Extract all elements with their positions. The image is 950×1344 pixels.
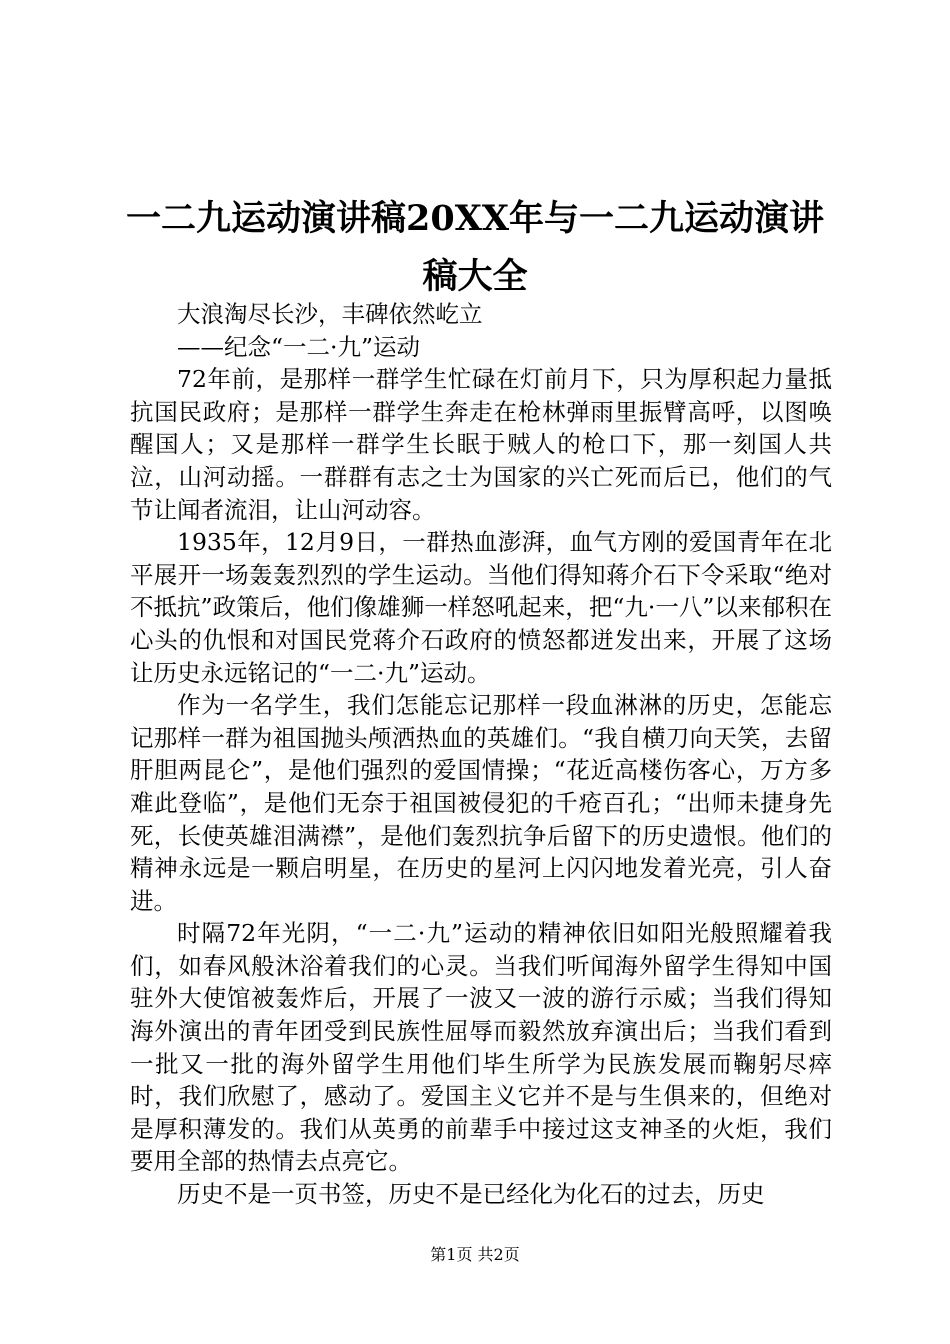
body-paragraph: 72年前，是那样一群学生忙碌在灯前月下，只为厚积起力量抵抗国民政府；是那样一群学生奔走在枪林弹雨里振臂高呼，以图唤醒国人；又是那样一群学生长眠于贼人的枪口下，那一刻国人共泣，山河动摇。一群群有志之士为国家的兴亡死而后已，他们的气节让闻者流泪，让山河动容。	[130, 365, 832, 524]
subtitle-line: 大浪淘尽长沙，丰碑依然屹立	[177, 300, 483, 328]
page-footer: 第1页 共2页	[430, 1245, 520, 1264]
body-paragraph: 1935年，12月9日，一群热血澎湃，血气方刚的爱国青年在北平展开一场轰轰烈烈的学生运动。当他们得知蒋介石下令采取“绝对不抵抗”政策后，他们像雄狮一样怒吼起来，把“九·一八”以来郁积在心头的仇恨和对国民党蒋介石政府的愤怒都迸发出来，开展了这场让历史永远铭记的“一二·九”运动。	[130, 528, 832, 687]
document-title: 一二九运动演讲稿20XX年与一二九运动演讲稿大全	[125, 198, 825, 297]
subtitle-line: ——纪念“一二·九”运动	[177, 332, 420, 361]
body-paragraph: 时隔72年光阴，“一二·九”运动的精神依旧如阳光般照耀着我们，如春风般沐浴着我们的心灵。当我们听闻海外留学生得知中国驻外大使馆被轰炸后，开展了一波又一波的游行示威；当我们得知海外演出的青年团受到民族性屈辱而毅然放弃演出后；当我们看到一批又一批的海外留学生用他们毕生所学为民族发展而鞠躬尽瘁时，我们欣慰了，感动了。爱国主义它并不是与生俱来的，但绝对是厚积薄发的。我们从英勇的前辈手中接过这支神圣的火炬，我们要用全部的热情去点亮它。	[130, 919, 832, 1176]
body-paragraph: 历史不是一页书签，历史不是已经化为化石的过去，历史	[177, 1180, 765, 1209]
document-body	[130, 298, 832, 1211]
body-paragraph: 作为一名学生，我们怎能忘记那样一段血淋淋的历史，怎能忘记那样一群为祖国抛头颅洒热血的英雄们。“我自横刀向天笑，去留肝胆两昆仑”，是他们强烈的爱国情操；“花近高楼伤客心，万方多难此登临”，是他们无奈于祖国被侵犯的千疮百孔；“出师未捷身先死，长使英雄泪满襟”，是他们轰烈抗争后留下的历史遗恨。他们的精神永远是一颗启明星，在历史的星河上闪闪地发着光亮，引人奋进。	[130, 691, 832, 915]
